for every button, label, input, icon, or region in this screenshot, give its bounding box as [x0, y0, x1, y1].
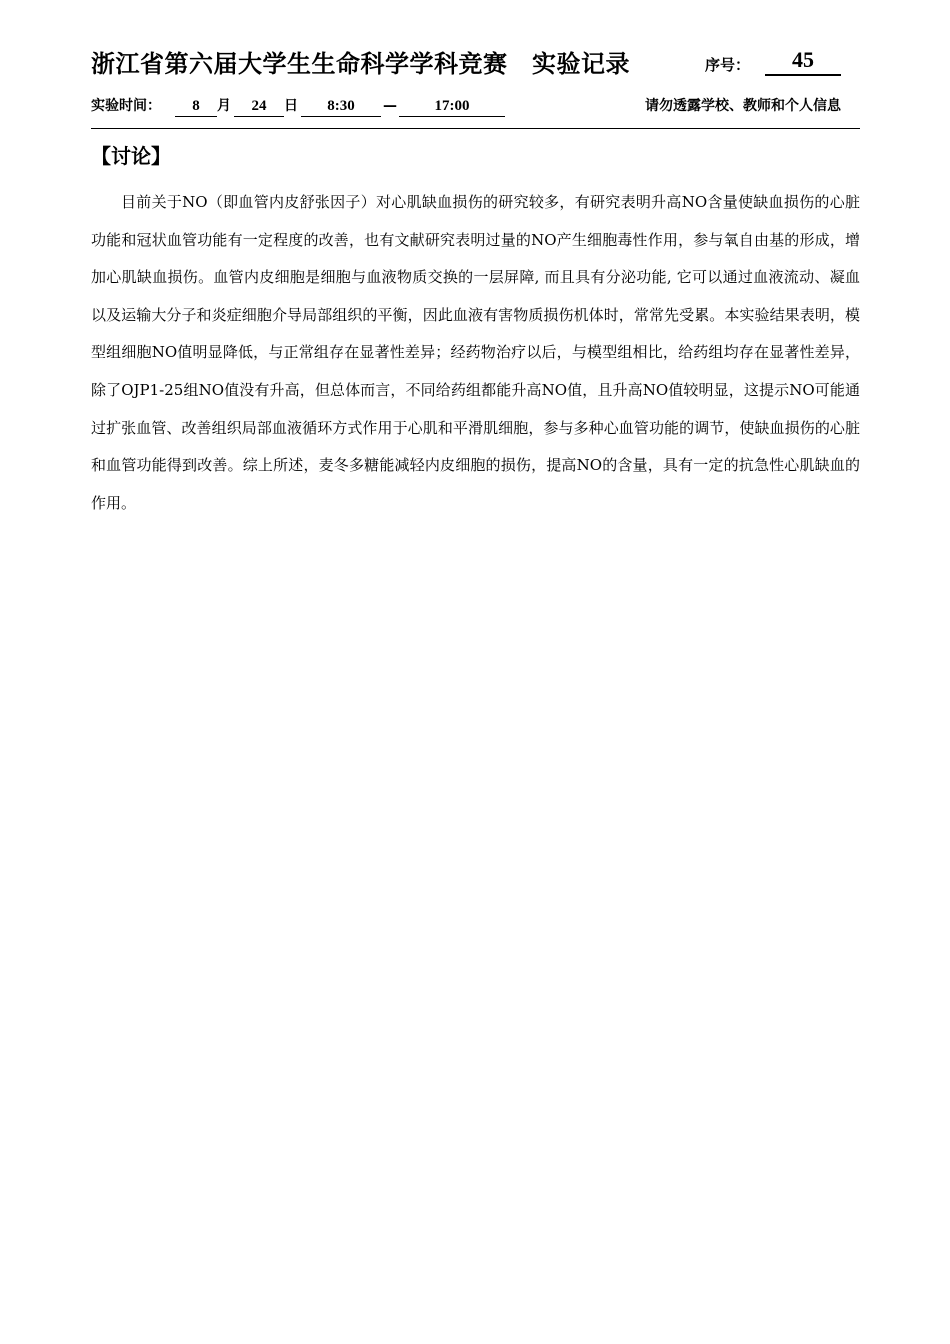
experiment-time-row: [91, 96, 861, 118]
start-time-value: 8:30: [301, 96, 381, 117]
discussion-paragraph: 目前关于NO（即血管内皮舒张因子）对心肌缺血损伤的研究较多，有研究表明升高NO含量使缺血损伤的心脏功能和冠状血管功能有一定程度的改善，也有文献研究表明过量的NO产生细胞毒性作用，参与氧自由基的形成，增加心肌缺血损伤。血管内皮细胞是细胞与血液物质交换的一层屏障, 而且具有分泌功能, 它可以通过血液流动、凝血以及运输大分子和炎症细胞介导局部组织的平衡，因此血液有害物质损伤机体时，常常先受累。本实验结果表明，模型组细胞NO值明显降低，与正常组存在显著性差异；经药物治疗以后，与模型组相比，给药组均存在显著性差异，除了OJP1-25组NO值没有升高，但总体而言，不同给药组都能升高NO值，且升高NO值较明显，这提示NO可能通过扩张血管、改善组织局部血液循环方式作用于心肌和平滑肌细胞，参与多种心血管功能的调节，使缺血损伤的心脏和血管功能得到改善。综上所述，麦冬多糖能减轻内皮细胞的损伤，提高NO的含量，具有一定的抗急性心肌缺血的作用。: [91, 193, 860, 512]
day-value: 24: [234, 96, 284, 117]
page-title: 浙江省第六届大学生生命科学学科竞赛 实验记录: [91, 50, 630, 78]
serial-number-label: 序号：: [705, 56, 751, 74]
privacy-notice: 请勿透露学校、教师和个人信息: [645, 98, 841, 114]
header-divider: [91, 128, 860, 129]
section-heading: 【讨论】: [91, 144, 171, 168]
experiment-time-label: 实验时间：: [91, 98, 161, 114]
month-value: 8: [175, 96, 217, 117]
serial-number-value: 45: [765, 46, 841, 76]
day-unit: 日: [284, 98, 298, 114]
month-unit: 月: [217, 98, 231, 114]
end-time-value: 17:00: [399, 96, 505, 117]
header-row: [91, 44, 861, 82]
time-range-dash: —: [383, 98, 397, 114]
